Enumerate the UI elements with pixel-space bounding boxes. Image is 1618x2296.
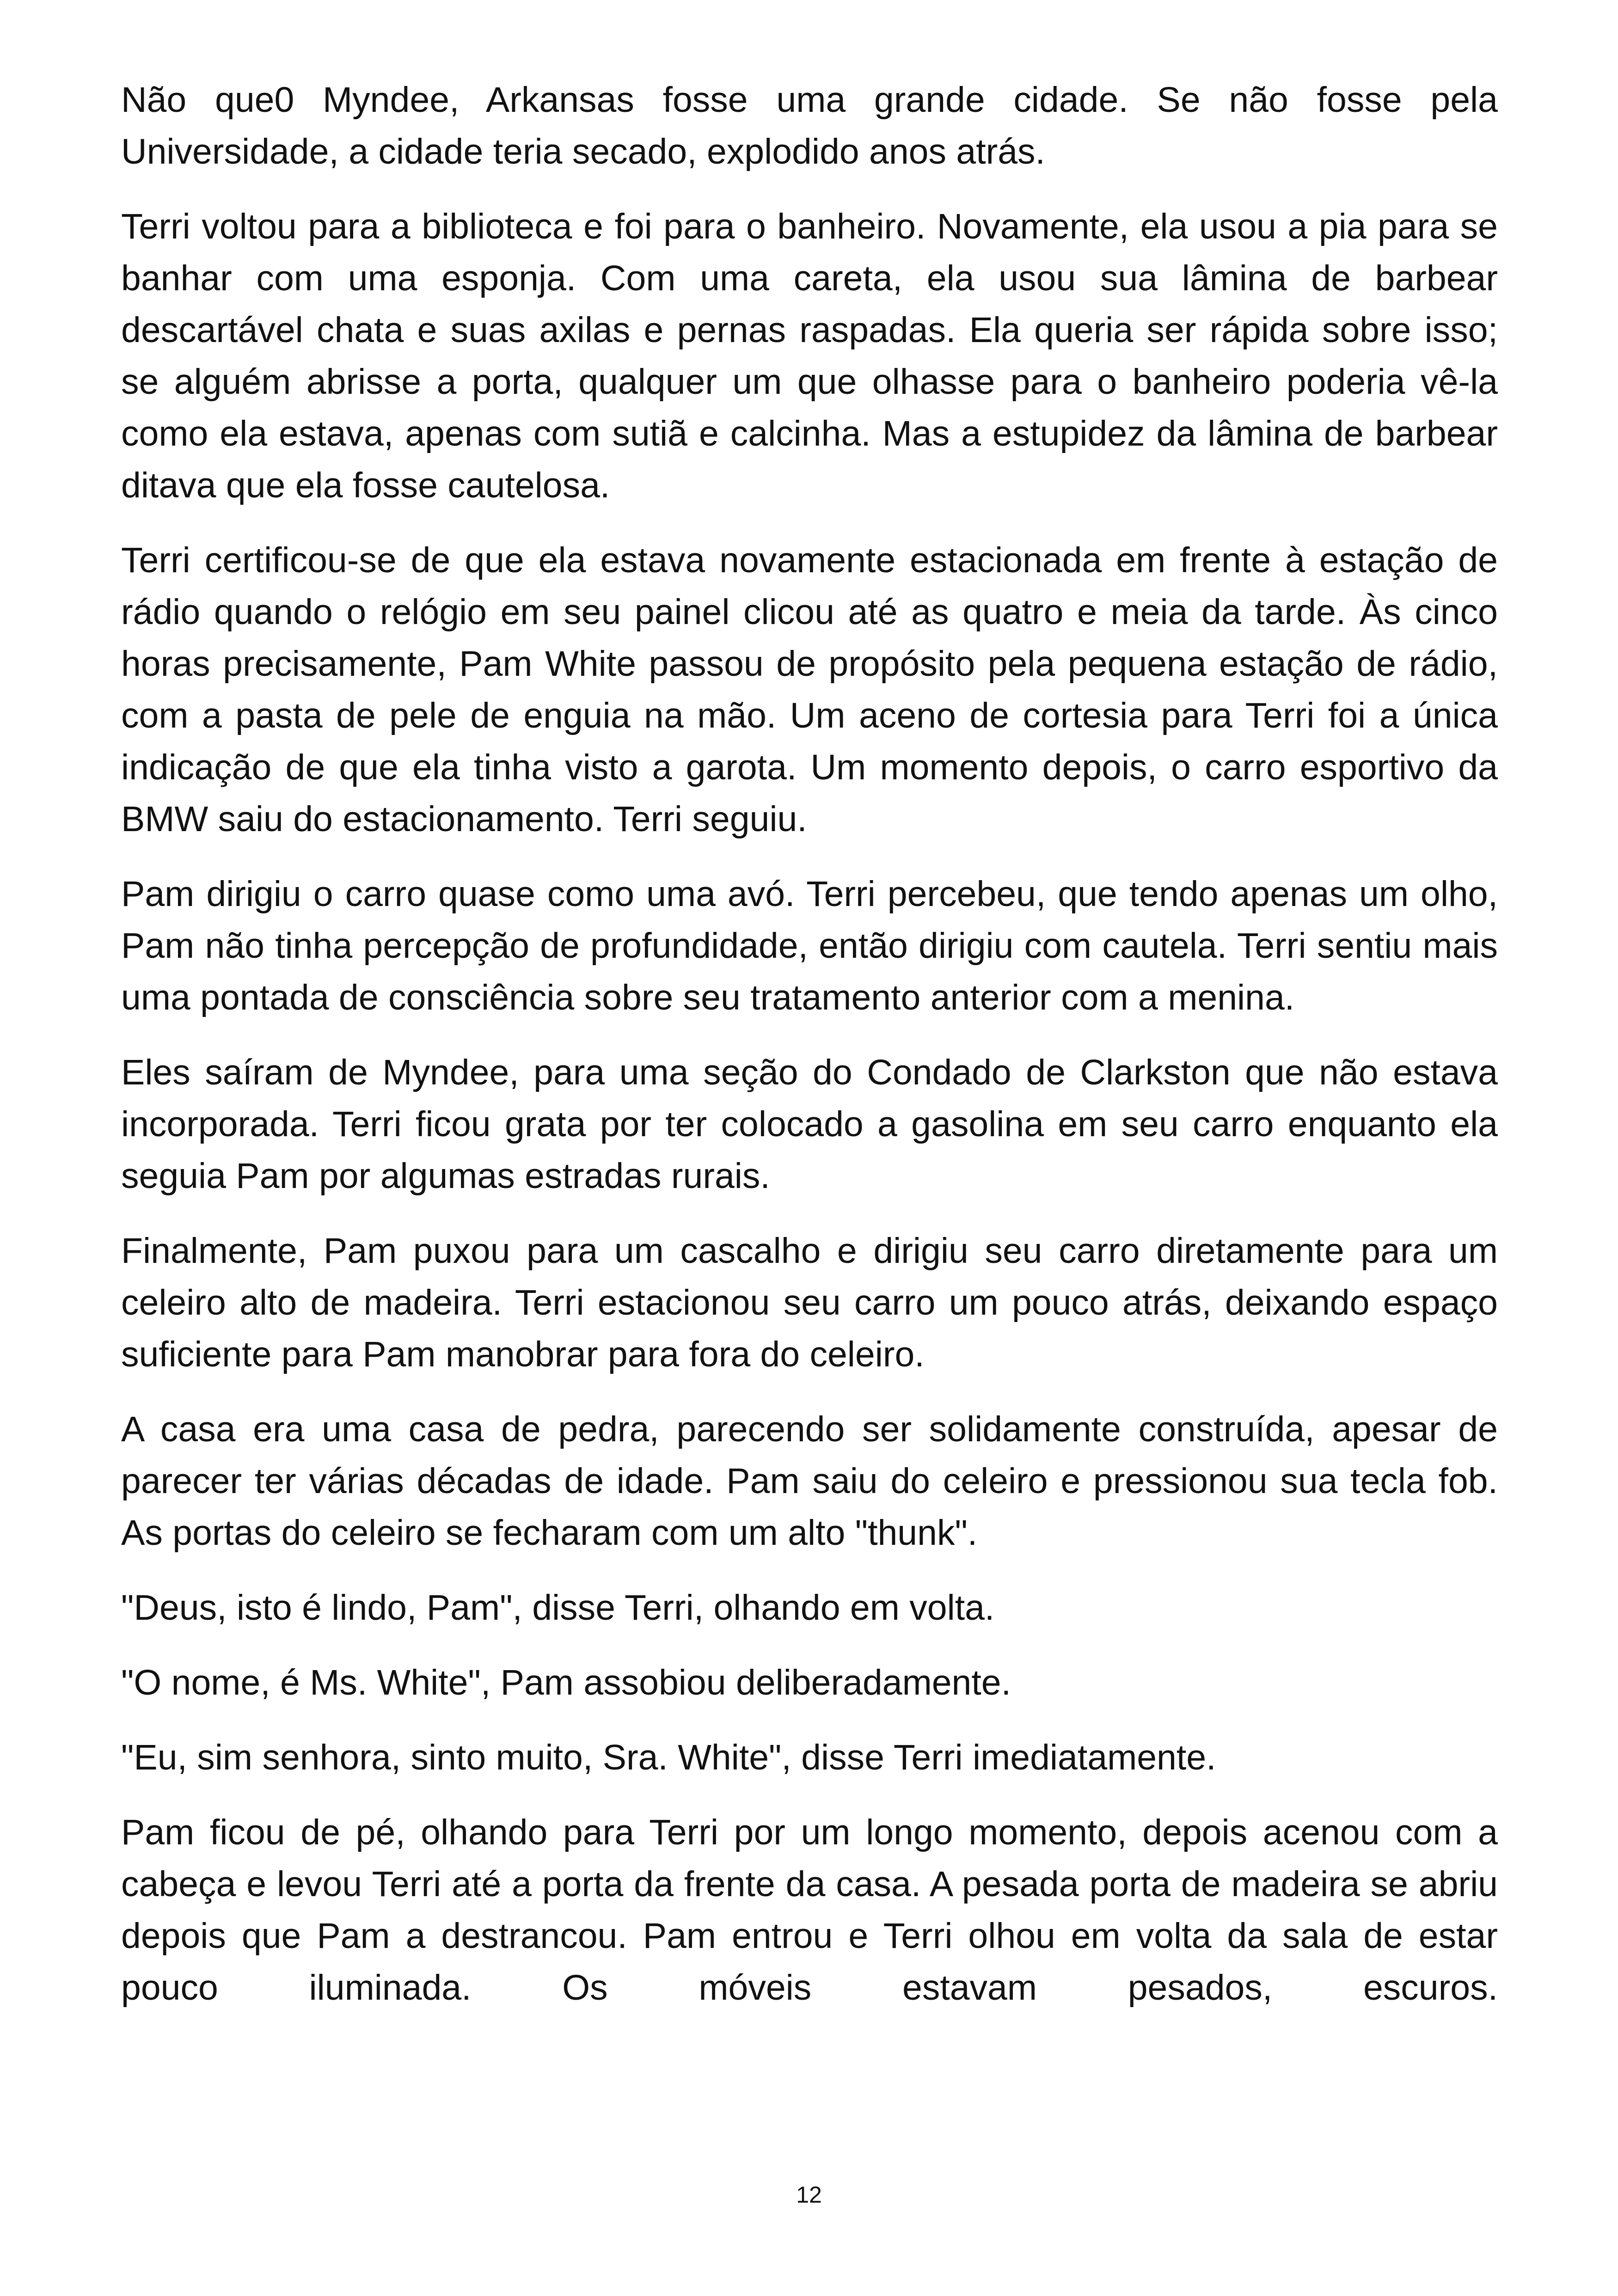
paragraph-10: "Eu, sim senhora, sinto muito, Sra. White", disse Terri imediatamente. (121, 1738, 1216, 1777)
paragraph-9: "O nome, é Ms. White", Pam assobiou deliberadamente. (121, 1663, 1011, 1702)
paragraph-2: Terri voltou para a biblioteca e foi para o banheiro. Novamente, ela usou a pia para se banhar com uma esponja. Com uma careta, ela usou sua lâmina de barbear descartável chata e suas axilas e pernas raspadas. Ela queria ser rápida sobre isso; se alguém abrisse a porta, qualquer um que olhasse para o banheiro poderia vê-la como ela estava, apenas com sutiã e calcinha. Mas a estupidez da lâmina de barbear ditava que ela fosse cautelosa. (121, 207, 1498, 505)
paragraph-8: "Deus, isto é lindo, Pam", disse Terri, olhando em volta. (121, 1588, 995, 1628)
paragraph-6: Finalmente, Pam puxou para um cascalho e dirigiu seu carro diretamente para um celeiro alto de madeira. Terri estacionou seu carro um pouco atrás, deixando espaço suficiente para Pam manobrar para fora do celeiro. (121, 1231, 1498, 1374)
paragraph-11: Pam ficou de pé, olhando para Terri por um longo momento, depois acenou com a cabeça e levou Terri até a porta da frente da casa. A pesada porta de madeira se abriu depois que Pam a destrancou. Pam entrou e Terri olhou em volta da sala de estar pouco iluminada. Os móveis estavam pesados, escuros. (121, 1812, 1498, 2008)
paragraph-7: A casa era uma casa de pedra, parecendo ser solidamente construída, apesar de parecer ter várias décadas de idade. Pam saiu do celeiro e pressionou sua tecla fob. As portas do celeiro se fecharam com um alto "thunk". (121, 1409, 1498, 1553)
body-text (121, 74, 1498, 2037)
paragraph-3: Terri certificou-se de que ela estava novamente estacionada em frente à estação de rádio quando o relógio em seu painel clicou até as quatro e meia da tarde. Às cinco horas precisamente, Pam White passou de propósito pela pequena estação de rádio, com a pasta de pele de enguia na mão. Um aceno de cortesia para Terri foi a única indicação de que ela tinha visto a garota. Um momento depois, o carro esportivo da BMW saiu do estacionamento. Terri seguiu. (121, 540, 1498, 839)
paragraph-4: Pam dirigiu o carro quase como uma avó. Terri percebeu, que tendo apenas um olho, Pam não tinha percepção de profundidade, então dirigiu com cautela. Terri sentiu mais uma pontada de consciência sobre seu tratamento anterior com a menina. (121, 874, 1498, 1017)
page-number: 12 (796, 2182, 822, 2208)
paragraph-1: Não que0 Myndee, Arkansas fosse uma grande cidade. Se não fosse pela Universidade, a cidade teria secado, explodido anos atrás. (121, 80, 1498, 171)
paragraph-5: Eles saíram de Myndee, para uma seção do Condado de Clarkston que não estava incorporada. Terri ficou grata por ter colocado a gasolina em seu carro enquanto ela seguia Pam por algumas estradas rurais. (121, 1053, 1498, 1196)
